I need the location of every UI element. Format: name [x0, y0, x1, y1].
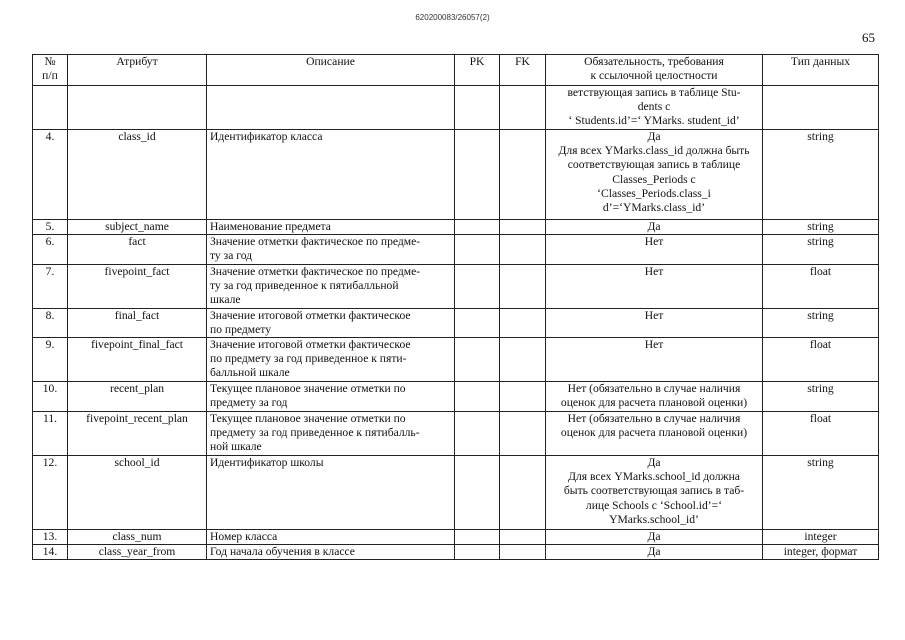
cell-description: Номер класса [207, 530, 455, 545]
cell-type: float [763, 338, 879, 382]
header-description: Описание [207, 55, 455, 86]
cell-description: Идентификатор класса [207, 130, 455, 220]
page-number: 65 [862, 30, 875, 45]
header-fk: FK [500, 55, 546, 86]
cell-pk [455, 530, 500, 545]
cell-requirement: Да [546, 220, 763, 235]
cell-type: float [763, 264, 879, 308]
cell-description: Значение отметки фактическое по предме- ту за год приведенное к пятибалльной шкале [207, 264, 455, 308]
cell-description: Текущее плановое значение отметки по предмету за год [207, 382, 455, 412]
cell-attribute: fivepoint_recent_plan [68, 412, 207, 456]
cell-description: Наименование предмета [207, 220, 455, 235]
cell-attribute: class_year_from [68, 545, 207, 560]
cell-pk [455, 382, 500, 412]
cell-no: 11. [33, 412, 68, 456]
cell-description: Идентификатор школы [207, 456, 455, 530]
cell-no: 7. [33, 264, 68, 308]
table-row [33, 220, 879, 235]
cell-fk [500, 235, 546, 264]
table-row [33, 130, 879, 220]
cell-no: 12. [33, 456, 68, 530]
cell-fk [500, 545, 546, 560]
cell-type: string [763, 308, 879, 337]
table-row [33, 530, 879, 545]
cell-attribute [68, 86, 207, 130]
table-row [33, 264, 879, 308]
cell-type: integer [763, 530, 879, 545]
table-body [33, 86, 879, 560]
cell-no: 5. [33, 220, 68, 235]
cell-requirement: Да [546, 530, 763, 545]
cell-attribute: fact [68, 235, 207, 264]
cell-fk [500, 130, 546, 220]
cell-no: 9. [33, 338, 68, 382]
cell-pk [455, 338, 500, 382]
cell-requirement: Нет [546, 235, 763, 264]
table-row [33, 86, 879, 130]
cell-requirement: Нет [546, 264, 763, 308]
header-attribute: Атрибут [68, 55, 207, 86]
attributes-table [32, 54, 879, 560]
cell-fk [500, 338, 546, 382]
cell-attribute: fivepoint_final_fact [68, 338, 207, 382]
document-code: 620200083/26057(2) [415, 13, 490, 22]
cell-no: 10. [33, 382, 68, 412]
cell-description: Год начала обучения в классе [207, 545, 455, 560]
cell-no: 14. [33, 545, 68, 560]
cell-attribute: final_fact [68, 308, 207, 337]
cell-no: 6. [33, 235, 68, 264]
table-row [33, 338, 879, 382]
cell-type: string [763, 382, 879, 412]
cell-attribute: fivepoint_fact [68, 264, 207, 308]
cell-requirement: Да Для всех YMarks.class_id должна быть соответствующая запись в таблице Classes_Periods с ‘Classes_Periods.class_i d’=‘YMarks.class_id’ [546, 130, 763, 220]
cell-fk [500, 382, 546, 412]
cell-pk [455, 86, 500, 130]
header-pk: PK [455, 55, 500, 86]
cell-description [207, 86, 455, 130]
cell-no: 4. [33, 130, 68, 220]
cell-attribute: class_num [68, 530, 207, 545]
header-type: Тип данных [763, 55, 879, 86]
cell-type: string [763, 235, 879, 264]
cell-fk [500, 308, 546, 337]
cell-pk [455, 412, 500, 456]
cell-type: string [763, 130, 879, 220]
cell-pk [455, 235, 500, 264]
header-requirement: Обязательность, требования к ссылочной целостности [546, 55, 763, 86]
cell-pk [455, 130, 500, 220]
table-row [33, 412, 879, 456]
cell-attribute: school_id [68, 456, 207, 530]
cell-requirement: Да [546, 545, 763, 560]
cell-fk [500, 220, 546, 235]
cell-attribute: recent_plan [68, 382, 207, 412]
cell-pk [455, 545, 500, 560]
table-row [33, 235, 879, 264]
cell-type: integer, формат [763, 545, 879, 560]
cell-fk [500, 86, 546, 130]
cell-description: Значение отметки фактическое по предме- ту за год [207, 235, 455, 264]
cell-fk [500, 456, 546, 530]
cell-description: Значение итоговой отметки фактическое по предмету [207, 308, 455, 337]
cell-no [33, 86, 68, 130]
cell-no: 13. [33, 530, 68, 545]
table-row [33, 308, 879, 337]
cell-type: float [763, 412, 879, 456]
table-header-row [33, 55, 879, 86]
cell-description: Значение итоговой отметки фактическое по предмету за год приведенное к пяти- балльной шкале [207, 338, 455, 382]
cell-attribute: subject_name [68, 220, 207, 235]
cell-requirement: Нет [546, 308, 763, 337]
cell-pk [455, 308, 500, 337]
cell-pk [455, 264, 500, 308]
cell-pk [455, 456, 500, 530]
table-row [33, 382, 879, 412]
cell-requirement: Нет (обязательно в случае наличия оценок для расчета плановой оценки) [546, 382, 763, 412]
header-no: № п/п [33, 55, 68, 86]
cell-type: string [763, 220, 879, 235]
cell-type: string [763, 456, 879, 530]
cell-attribute: class_id [68, 130, 207, 220]
table-row [33, 456, 879, 530]
cell-description: Текущее плановое значение отметки по предмету за год приведенное к пятибалль- ной шкале [207, 412, 455, 456]
cell-fk [500, 264, 546, 308]
cell-requirement: ветствующая запись в таблице Stu- dents с ‘ Students.id’=‘ YMarks. student_id’ [546, 86, 763, 130]
cell-requirement: Да Для всех YMarks.school_id должна быть соответствующая запись в таб- лице Schools с ‘School.id’=‘ YMarks.school_id’ [546, 456, 763, 530]
cell-fk [500, 412, 546, 456]
cell-requirement: Нет [546, 338, 763, 382]
cell-requirement: Нет (обязательно в случае наличия оценок для расчета плановой оценки) [546, 412, 763, 456]
cell-fk [500, 530, 546, 545]
cell-pk [455, 220, 500, 235]
table-row [33, 545, 879, 560]
cell-type [763, 86, 879, 130]
cell-no: 8. [33, 308, 68, 337]
